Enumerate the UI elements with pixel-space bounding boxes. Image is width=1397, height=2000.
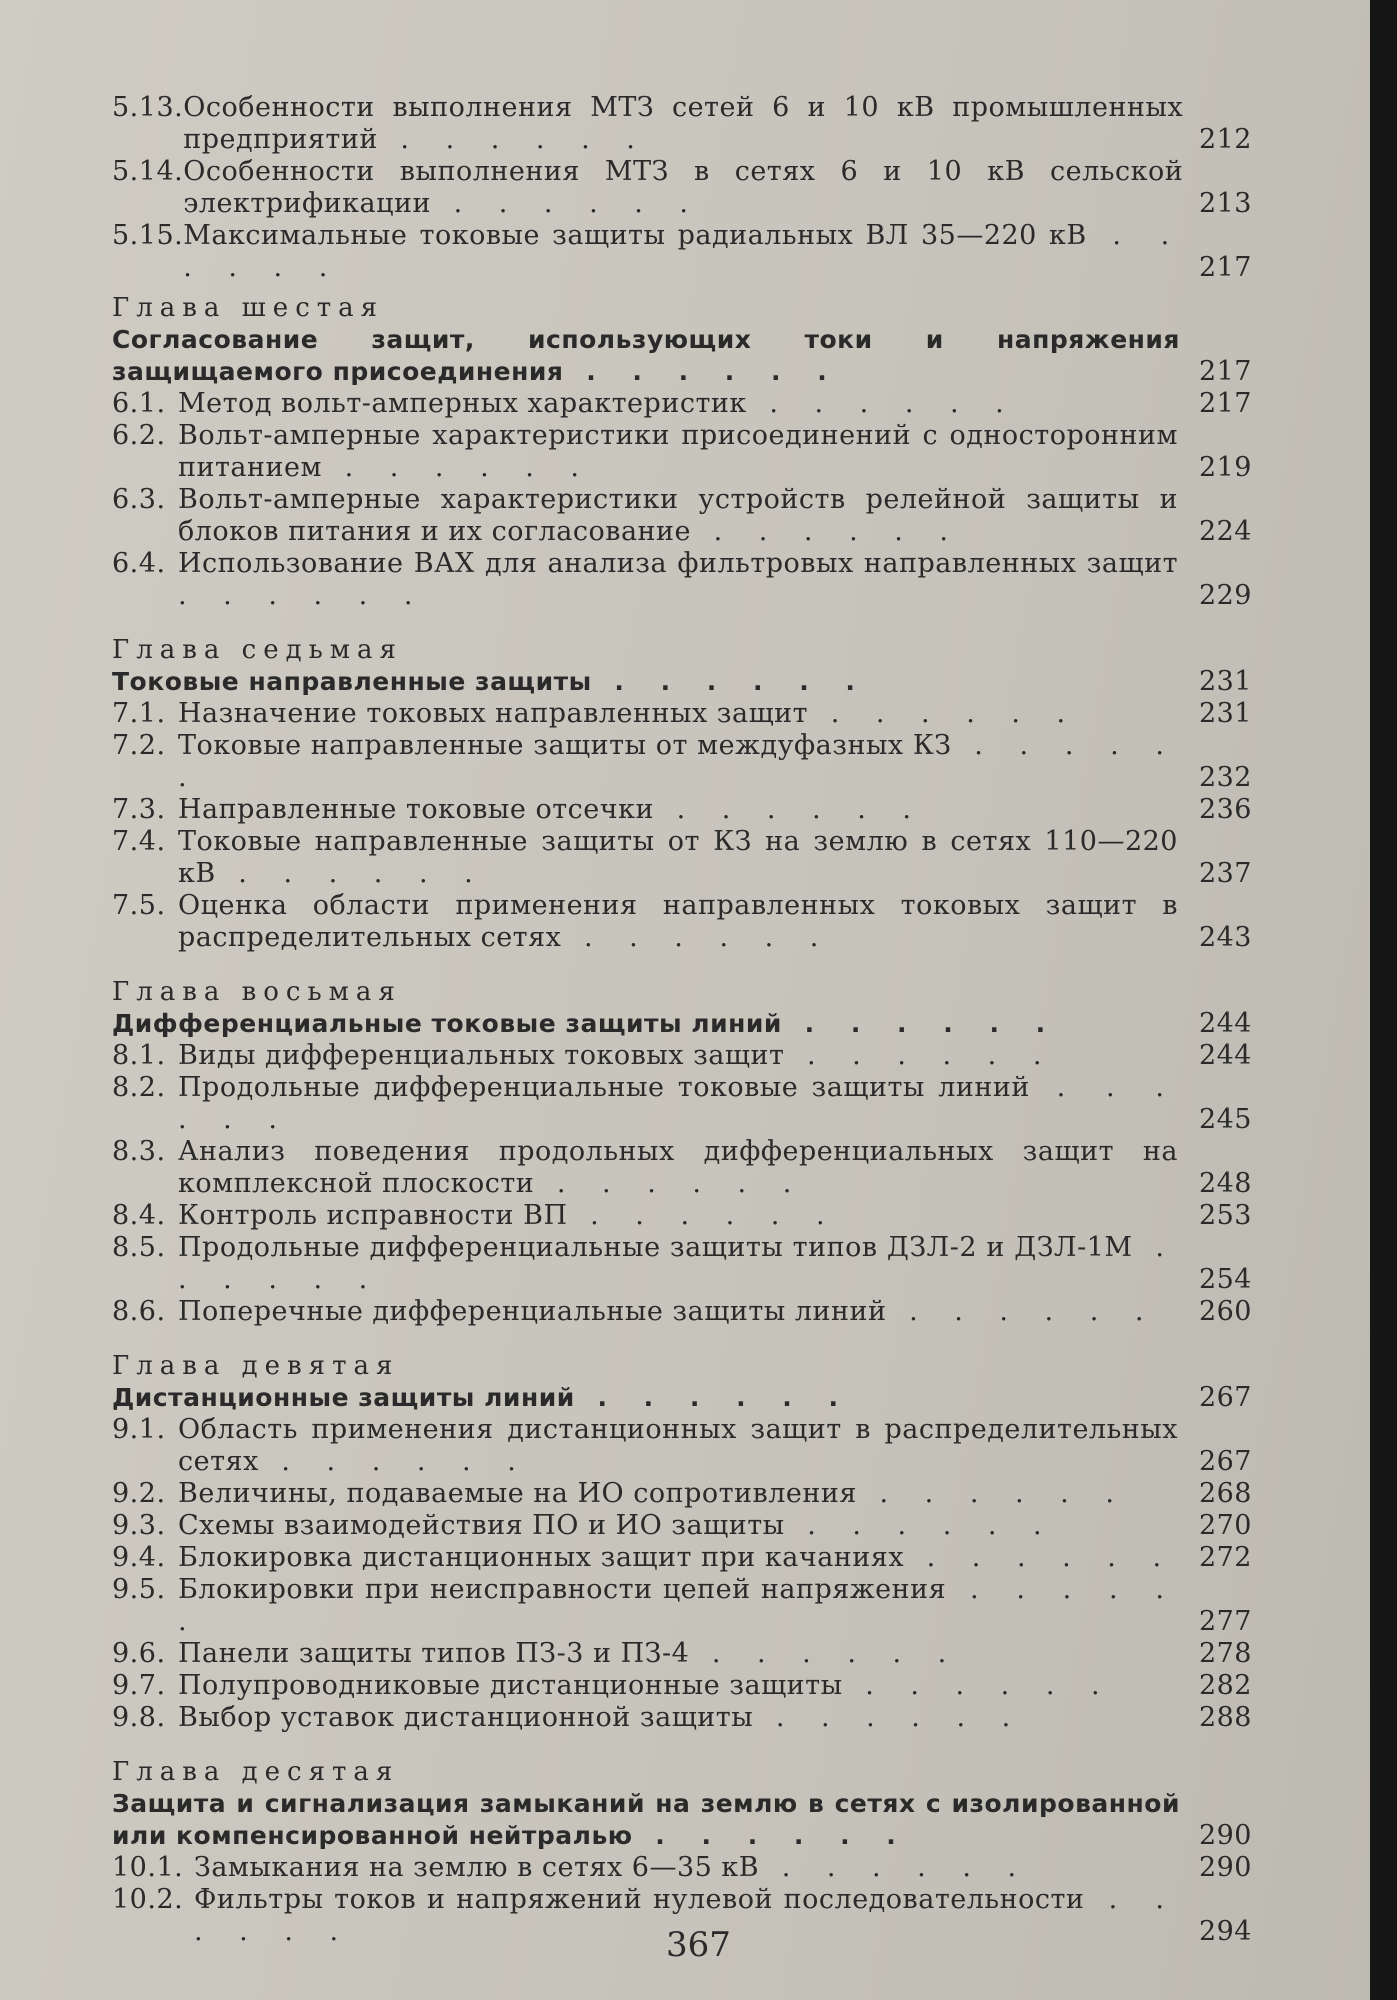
entry-title: [178, 420, 1178, 484]
chapter-title: [112, 324, 1180, 388]
entry-title: [178, 1072, 1178, 1136]
dot-leader: . . . . . .: [904, 1542, 1176, 1573]
entry-title: [178, 1478, 1178, 1510]
entry-number: 8.4.: [112, 1200, 166, 1231]
entry-title-text: Направленные токовые отсечки: [178, 794, 654, 825]
chapter-title-text: Токовые направленные защиты: [112, 667, 592, 696]
chapter-title: [112, 1788, 1180, 1852]
spacer: [112, 1734, 1252, 1748]
dot-leader: . . . . . .: [215, 858, 487, 889]
entry-title: [178, 1040, 1178, 1072]
entry-title-text: Вольт-амперные характеристики присоединений с односторонним питанием: [178, 420, 1178, 483]
entry-title: [178, 1136, 1178, 1200]
toc-entry: [112, 1638, 1252, 1670]
dot-leader: . . . . . .: [563, 357, 841, 386]
toc-entry: [112, 220, 1252, 284]
entry-title: [183, 156, 1183, 220]
chapter-title-text: Дистанционные защиты линий: [112, 1383, 575, 1412]
entry-title-text: Область применения дистанционных защит в распределительных сетях: [178, 1414, 1178, 1477]
toc-entry: [112, 92, 1252, 156]
entry-number: 9.2.: [112, 1478, 166, 1509]
toc-entry: [112, 1542, 1252, 1574]
entry-number: 5.13.: [112, 92, 184, 123]
toc-entry: [112, 1200, 1252, 1232]
entry-title-text: Полупроводниковые дистанционные защиты: [178, 1670, 843, 1701]
dot-leader: . . . . . .: [534, 1168, 806, 1199]
entry-page: 254: [1198, 1264, 1252, 1295]
chapter-title: [112, 1382, 1180, 1414]
dot-leader: . . . . . .: [377, 124, 649, 155]
entry-page: 212: [1198, 124, 1252, 155]
chapter-label: Глава десятая: [112, 1757, 400, 1787]
entry-number: 8.3.: [112, 1136, 166, 1167]
entry-page: 282: [1198, 1670, 1252, 1701]
entry-title: [178, 1232, 1178, 1296]
chapter-label: Глава седьмая: [112, 635, 403, 665]
dot-leader: . . . . . .: [689, 1638, 961, 1669]
entry-page: 278: [1198, 1638, 1252, 1669]
dot-leader: . . . . . .: [842, 1670, 1114, 1701]
entry-title: [178, 794, 1178, 826]
entry-title-text: Фильтры токов и напряжений нулевой последовательности: [194, 1884, 1085, 1915]
chapter-title-text: Согласование защит, использующих токи и напряжения защищаемого присоединения: [112, 325, 1180, 386]
dot-leader: . . . . . .: [178, 730, 1178, 793]
entry-number: 9.8.: [112, 1702, 166, 1733]
chapter-title-text: Защита и сигнализация замыканий на землю в сетях с изолированной или компенсированной нейтралью: [112, 1789, 1180, 1850]
dot-leader: . . . . . .: [784, 1510, 1056, 1541]
entry-title-text: Анализ поведения продольных дифференциальных защит на комплексной плоскости: [178, 1136, 1178, 1199]
chapter-label: Глава шестая: [112, 293, 385, 323]
entry-number: 9.1.: [112, 1414, 166, 1445]
chapter-page: 290: [1198, 1820, 1252, 1851]
entry-page: 217: [1198, 388, 1252, 419]
entry-title: [178, 484, 1178, 548]
entry-title: [178, 1296, 1178, 1328]
entry-title-text: Особенности выполнения МТЗ сетей 6 и 10 кВ промышленных предприятий: [183, 92, 1184, 155]
entry-number: 10.1.: [112, 1852, 184, 1883]
toc-entry: [112, 1574, 1252, 1638]
chapter-heading: [112, 1788, 1252, 1852]
toc-entry: [112, 1670, 1252, 1702]
chapter-page: 217: [1198, 356, 1252, 387]
entry-number: 9.7.: [112, 1670, 166, 1701]
entry-number: 6.1.: [112, 388, 166, 419]
page-number: 367: [666, 1925, 731, 1965]
entry-page: 248: [1198, 1168, 1252, 1199]
entry-page: 213: [1198, 188, 1252, 219]
dot-leader: . . . . . .: [653, 794, 925, 825]
entry-number: 9.3.: [112, 1510, 166, 1541]
chapter-page: 244: [1198, 1008, 1252, 1039]
entry-title: [178, 1638, 1178, 1670]
toc-entry: [112, 156, 1252, 220]
dot-leader: . . . . . .: [632, 1821, 910, 1850]
entry-number: 5.14.: [112, 156, 184, 187]
dot-leader: . . . . . .: [178, 1072, 1178, 1135]
entry-title-text: Панели защиты типов ПЗ-3 и ПЗ-4: [178, 1638, 690, 1669]
entry-number: 9.4.: [112, 1542, 166, 1573]
dot-leader: . . . . . .: [567, 1200, 839, 1231]
dot-leader: . . . . . .: [183, 220, 1184, 283]
toc-entry: [112, 484, 1252, 548]
chapter-heading: [112, 324, 1252, 388]
entry-title-text: Схемы взаимодействия ПО и ИО защиты: [178, 1510, 785, 1541]
toc-entry: [112, 1510, 1252, 1542]
dot-leader: . . . . . .: [591, 667, 869, 696]
entry-title-text: Контроль исправности ВП: [178, 1200, 568, 1231]
entry-title-text: Токовые направленные защиты от КЗ на землю в сетях 110—220 кВ: [178, 826, 1178, 889]
entry-title: [178, 1574, 1178, 1638]
chapter-label: Глава девятая: [112, 1351, 400, 1381]
entry-page: 294: [1198, 1916, 1252, 1947]
entry-page: 243: [1198, 922, 1252, 953]
entry-page: 245: [1198, 1104, 1252, 1135]
entry-title-text: Метод вольт-амперных характеристик: [178, 388, 747, 419]
chapter-title: [112, 666, 1180, 698]
toc-entry: [112, 1040, 1252, 1072]
spacer: [112, 1328, 1252, 1342]
entry-page: 268: [1198, 1478, 1252, 1509]
toc-entry: [112, 1702, 1252, 1734]
entry-number: 9.6.: [112, 1638, 166, 1669]
entry-title: [178, 730, 1178, 794]
entry-title-text: Использование ВАХ для анализа фильтровых направленных защит: [178, 548, 1178, 579]
toc-entry: [112, 730, 1252, 794]
entry-title-text: Замыкания на землю в сетях 6—35 кВ: [194, 1852, 760, 1883]
entry-page: 277: [1198, 1606, 1252, 1637]
entry-title-text: Вольт-амперные характеристики устройств релейной защиты и блоков питания и их согласование: [178, 484, 1178, 547]
entry-number: 10.2.: [112, 1884, 184, 1915]
toc-entry: [112, 1136, 1252, 1200]
entry-number: 6.3.: [112, 484, 166, 515]
entry-title-text: Оценка области применения направленных токовых защит в распределительных сетях: [178, 890, 1178, 953]
toc-entry: [112, 1414, 1252, 1478]
toc-entry: [112, 1852, 1252, 1884]
entry-title: [178, 698, 1178, 730]
toc-entry: [112, 826, 1252, 890]
entry-number: 5.15.: [112, 220, 184, 251]
dot-leader: . . . . . .: [746, 388, 1018, 419]
entry-number: 8.2.: [112, 1072, 166, 1103]
entry-title: [178, 1542, 1178, 1574]
entry-page: 288: [1198, 1702, 1252, 1733]
entry-number: 7.5.: [112, 890, 166, 921]
table-of-contents: [112, 92, 1252, 1948]
entry-page: 224: [1198, 516, 1252, 547]
toc-entry: [112, 1478, 1252, 1510]
entry-title: [194, 1852, 1178, 1884]
entry-number: 7.3.: [112, 794, 166, 825]
entry-title: [178, 1702, 1178, 1734]
entry-number: 7.2.: [112, 730, 166, 761]
dot-leader: . . . . . .: [781, 1009, 1060, 1038]
entry-page: 231: [1198, 698, 1252, 729]
entry-number: 8.5.: [112, 1232, 166, 1263]
dot-leader: . . . . . .: [808, 698, 1080, 729]
spacer: [112, 954, 1252, 968]
entry-page: 217: [1198, 252, 1252, 283]
entry-title: [178, 890, 1178, 954]
toc-entry: [112, 1232, 1252, 1296]
toc-entry: [112, 794, 1252, 826]
entry-title-text: Поперечные дифференциальные защиты линий: [178, 1296, 887, 1327]
entry-number: 7.4.: [112, 826, 166, 857]
entry-page: 260: [1198, 1296, 1252, 1327]
entry-title: [178, 1414, 1178, 1478]
entry-page: 229: [1198, 580, 1252, 611]
toc-entry: [112, 388, 1252, 420]
entry-title-text: Особенности выполнения МТЗ в сетях 6 и 10 кВ сельской электрификации: [183, 156, 1184, 219]
entry-title-text: Назначение токовых направленных защит: [178, 698, 809, 729]
dot-leader: . . . . . .: [753, 1702, 1025, 1733]
toc-entry: [112, 698, 1252, 730]
entry-title: [178, 1670, 1178, 1702]
chapter-heading: [112, 666, 1252, 698]
entry-page: 270: [1198, 1510, 1252, 1541]
chapter-title-text: Дифференциальные токовые защиты линий: [112, 1009, 782, 1038]
chapter-title: [112, 1008, 1180, 1040]
dot-leader: . . . . . .: [886, 1296, 1158, 1327]
dot-leader: . . . . . .: [178, 1232, 1178, 1295]
entry-title: [178, 1200, 1178, 1232]
dot-leader: . . . . . .: [178, 1574, 1178, 1637]
dot-leader: . . . . . .: [856, 1478, 1128, 1509]
entry-page: 236: [1198, 794, 1252, 825]
entry-page: 253: [1198, 1200, 1252, 1231]
entry-title-text: Продольные дифференциальные токовые защиты линий: [178, 1072, 1030, 1103]
entry-page: 290: [1198, 1852, 1252, 1883]
spacer: [112, 612, 1252, 626]
entry-page: 232: [1198, 762, 1252, 793]
toc-entry: [112, 420, 1252, 484]
chapter-heading: [112, 1008, 1252, 1040]
dot-leader: . . . . . .: [322, 452, 593, 483]
entry-title: [178, 548, 1178, 612]
chapter-page: 267: [1198, 1382, 1252, 1413]
dot-leader: . . . . . .: [784, 1040, 1056, 1071]
entry-title: [178, 388, 1178, 420]
entry-page: 237: [1198, 858, 1252, 889]
entry-title-text: Виды дифференциальных токовых защит: [178, 1040, 785, 1071]
dot-leader: . . . . . .: [691, 516, 963, 547]
entry-title-text: Продольные дифференциальные защиты типов ДЗЛ-2 и ДЗЛ-1М: [178, 1232, 1133, 1263]
entry-title: [183, 220, 1183, 284]
entry-number: 8.6.: [112, 1296, 166, 1327]
chapter-page: 231: [1198, 666, 1252, 697]
chapter-heading: [112, 1382, 1252, 1414]
entry-title-text: Токовые направленные защиты от междуфазных КЗ: [178, 730, 952, 761]
dot-leader: . . . . . .: [178, 580, 427, 611]
entry-page: 219: [1198, 452, 1252, 483]
entry-page: 244: [1198, 1040, 1252, 1071]
entry-title: [178, 1510, 1178, 1542]
toc-entry: [112, 1072, 1252, 1136]
entry-title-text: Величины, подаваемые на ИО сопротивления: [178, 1478, 857, 1509]
dot-leader: . . . . . .: [574, 1383, 852, 1412]
entry-title-text: Блокировка дистанционных защит при качаниях: [178, 1542, 905, 1573]
toc-entry: [112, 548, 1252, 612]
book-binding-edge: [1370, 0, 1397, 2000]
entry-title-text: Выбор уставок дистанционной защиты: [178, 1702, 754, 1733]
chapter-label: Глава восьмая: [112, 977, 402, 1007]
entry-page: 267: [1198, 1446, 1252, 1477]
toc-entry: [112, 1296, 1252, 1328]
dot-leader: . . . . . .: [194, 1884, 1178, 1947]
entry-title-text: Блокировки при неисправности цепей напряжения: [178, 1574, 947, 1605]
dot-leader: . . . . . .: [258, 1446, 530, 1477]
toc-entry: [112, 890, 1252, 954]
entry-number: 8.1.: [112, 1040, 166, 1071]
dot-leader: . . . . . .: [759, 1852, 1031, 1883]
entry-title-text: Максимальные токовые защиты радиальных ВЛ 35—220 кВ: [183, 220, 1087, 251]
entry-title: [178, 826, 1178, 890]
entry-number: 7.1.: [112, 698, 166, 729]
dot-leader: . . . . . .: [561, 922, 833, 953]
entry-number: 6.4.: [112, 548, 166, 579]
entry-title: [183, 92, 1183, 156]
entry-page: 272: [1198, 1542, 1252, 1573]
entry-number: 9.5.: [112, 1574, 166, 1605]
dot-leader: . . . . . .: [431, 188, 703, 219]
entry-number: 6.2.: [112, 420, 166, 451]
